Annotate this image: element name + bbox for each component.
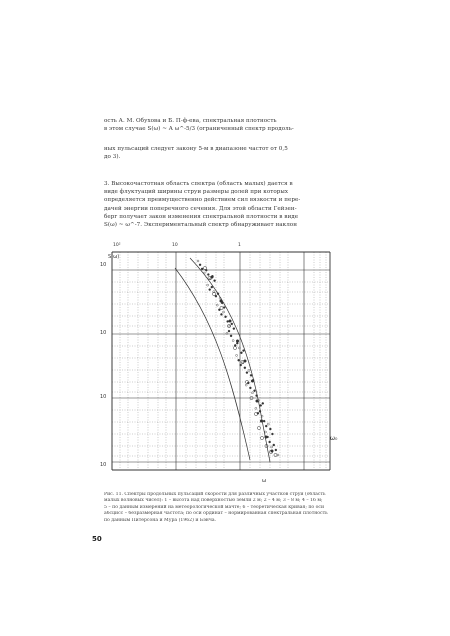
data-point bbox=[232, 340, 234, 342]
data-point bbox=[244, 367, 246, 369]
data-point bbox=[218, 309, 220, 311]
text-line: в этом случае S(ω) ~ A ω^-5/3 (ограниченный спектр продоль- bbox=[104, 126, 294, 133]
chart-frame bbox=[112, 252, 330, 470]
data-point bbox=[223, 311, 225, 313]
left-tick-label: 10 bbox=[100, 330, 107, 336]
caption-line: малых волновых чисел): 1 – высота над поверхностью земли 2 м; 2 – 4 м; 3 – 8 м; 4 – 16 м; bbox=[104, 498, 323, 504]
page-number: 50 bbox=[92, 535, 102, 543]
figure-caption bbox=[104, 492, 336, 524]
data-point bbox=[257, 412, 259, 414]
data-point bbox=[228, 330, 230, 332]
data-point bbox=[271, 446, 273, 448]
text-line: дачей энергии поперечного сечения. Для этой области Гейзен- bbox=[104, 205, 297, 212]
theoretical-curve bbox=[190, 258, 270, 462]
caption-line: по данным Питерсона и Мура (1962) и Бэнча. bbox=[104, 517, 217, 523]
text-line: до 3). bbox=[104, 154, 121, 161]
data-point bbox=[201, 268, 203, 270]
data-point bbox=[230, 335, 232, 337]
data-point bbox=[234, 344, 236, 346]
left-tick-label: 10 bbox=[100, 262, 107, 268]
top-tick-label: 10 bbox=[172, 243, 178, 248]
data-point bbox=[245, 384, 247, 386]
data-point bbox=[236, 354, 238, 356]
data-point bbox=[271, 450, 274, 453]
data-point bbox=[223, 306, 225, 308]
data-point bbox=[225, 316, 227, 318]
data-point bbox=[250, 374, 252, 376]
data-point bbox=[227, 320, 229, 322]
data-point bbox=[267, 423, 269, 425]
data-point bbox=[238, 359, 240, 361]
data-point bbox=[269, 428, 271, 430]
text-line: S(ω) ~ ω^-7. Экспериментальный спектр обнаруживает наклон bbox=[104, 222, 298, 229]
data-point bbox=[246, 372, 248, 374]
data-point bbox=[273, 444, 275, 446]
left-axis-label: S(ω) bbox=[108, 254, 120, 260]
data-point bbox=[240, 352, 242, 354]
chart-points bbox=[175, 258, 279, 462]
left-tick-label: 10 bbox=[100, 462, 107, 468]
data-point bbox=[265, 425, 267, 427]
data-point bbox=[212, 292, 215, 295]
left-tick-label: 10 bbox=[100, 394, 107, 400]
data-point bbox=[205, 269, 207, 271]
data-point bbox=[212, 275, 214, 277]
data-point bbox=[244, 360, 247, 363]
data-point bbox=[271, 433, 273, 435]
data-point bbox=[243, 350, 245, 352]
text-line: определяется преимущественно действием сил вязкости и пере- bbox=[104, 197, 301, 204]
data-point bbox=[215, 295, 217, 297]
caption-line: абсцисс – безразмерная частота; по оси ординат – нормированная спектральная плотность bbox=[104, 511, 328, 517]
data-point bbox=[211, 286, 213, 288]
data-point bbox=[260, 404, 262, 406]
data-point bbox=[214, 280, 216, 282]
data-point bbox=[249, 387, 251, 389]
text-line: 3. Высокочастотная область спектра (область малых) дается в bbox=[104, 181, 293, 187]
data-point bbox=[240, 364, 242, 366]
data-point bbox=[220, 313, 222, 315]
data-point bbox=[233, 346, 236, 349]
data-point bbox=[255, 407, 257, 409]
data-point bbox=[207, 274, 209, 276]
data-point bbox=[263, 420, 265, 422]
right-axis-label: ω₀ bbox=[330, 435, 338, 442]
data-point bbox=[229, 320, 232, 323]
top-tick-label: 1 bbox=[238, 243, 241, 248]
data-point bbox=[262, 402, 264, 404]
data-point bbox=[254, 390, 256, 392]
data-point bbox=[199, 264, 201, 266]
top-tick-label: 10² bbox=[113, 243, 121, 248]
data-point bbox=[231, 323, 233, 325]
data-point bbox=[260, 436, 263, 439]
caption-line: Рис. 11. Спектры продольных пульсаций скорости для различных участков струи (область bbox=[104, 492, 326, 497]
data-point bbox=[265, 431, 267, 433]
theoretical-curve bbox=[175, 268, 250, 460]
data-point bbox=[236, 340, 239, 343]
data-point bbox=[247, 382, 249, 384]
data-point bbox=[209, 289, 211, 291]
chart-grid bbox=[112, 252, 330, 470]
text-line: берг получает закон изменения спектральной плотности в виде bbox=[104, 213, 299, 220]
text-line: виде флуктуаций ширины струи размеры долей при которых bbox=[104, 189, 289, 196]
bottom-axis-label: ω bbox=[262, 478, 267, 484]
data-point bbox=[207, 284, 209, 286]
caption-line: 5 – по данным измерений на метеорологической мачте; 6 – теоретическая кривая; по оси bbox=[104, 504, 325, 510]
data-point bbox=[275, 449, 277, 451]
data-point bbox=[216, 304, 218, 306]
text-line: ость А. М. Обухова и Б. П-ф-ева, спектральная плотность bbox=[104, 118, 277, 124]
data-point bbox=[236, 342, 238, 344]
text-line: ных пульсаций следует закону 5-м в диапазоне частот от 0,5 bbox=[104, 146, 288, 152]
data-point bbox=[267, 436, 269, 438]
data-point bbox=[269, 441, 271, 443]
data-point bbox=[197, 260, 199, 262]
data-point bbox=[248, 369, 250, 371]
data-point bbox=[233, 328, 235, 330]
